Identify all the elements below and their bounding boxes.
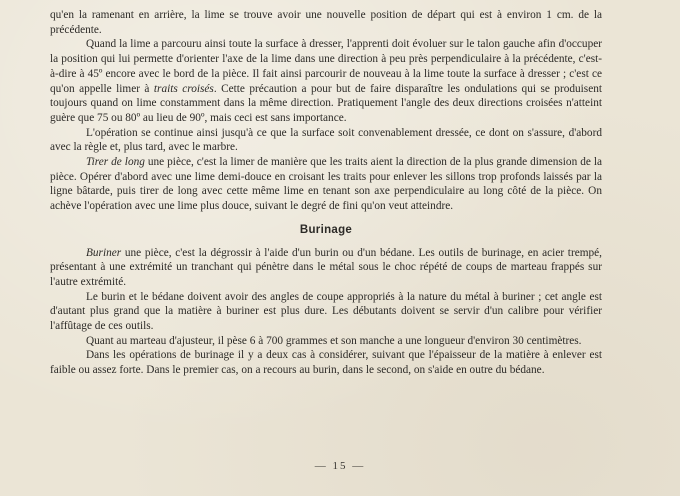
paragraph-text: Le burin et le bédane doivent avoir des angles de coupe appropriés à la nature du métal à buriner ; cet angle est d'autant plus grand que la matière à buriner est plus dure. Les débutants doivent se servir d'un calibre pour vérifier l'affûtage de ces outils. bbox=[50, 290, 602, 333]
paragraph-text: Quand la lime a parcouru ainsi toute la surface à dresser, l'apprenti doit évoluer sur le talon gauche afin d'occuper la position qui lui permette d'orienter l'axe de la lime dans une direction à peu près perpendiculaire à la précédente, c'est-à-dire à 45º encore avec le bord de la pièce. Il fait ainsi parcourir de nouveau à la lime toute la surface à dresser ; c'est ce qu'on appelle limer à bbox=[50, 38, 602, 95]
paragraph-operation bbox=[50, 126, 602, 155]
paragraph-text: L'opération se continue ainsi jusqu'à ce que la surface soit convenablement dressée, ce dont on s'assure, d'abord avec la règle et, plus tard, avec le marbre. bbox=[50, 126, 602, 154]
italic-term: Tirer de long bbox=[86, 156, 145, 169]
paragraph-text: Dans les opérations de burinage il y a deux cas à considérer, suivant que l'épaisseur de la matière à enlever est faible ou assez forte. Dans le premier cas, on a recours au burin, dans le second, on s'aide en outre du bédane. bbox=[50, 349, 602, 377]
paragraph-text: une pièce, c'est la dégrossir à l'aide d'un burin ou d'un bédane. Les outils de burinage, en acier trempé, présentant à une extrémité un tranchant qui pénètre dans le métal sous le choc répété de coups de marteau frappés sur l'autre extrémité. bbox=[50, 246, 602, 288]
paragraph-text: qu'en la ramenant en arrière, la lime se trouve avoir une nouvelle position de départ qui est à environ 1 cm. de la précédente. bbox=[50, 9, 602, 36]
paragraph-buriner bbox=[50, 246, 602, 290]
body-text bbox=[50, 8, 602, 378]
paragraph-tirer-de-long bbox=[50, 155, 602, 214]
section-heading: Burinage bbox=[299, 223, 353, 236]
paragraph-text: Quant au marteau d'ajusteur, il pèse 6 à 700 grammes et son manche a une longueur d'environ 30 centimètres. bbox=[86, 334, 582, 347]
paragraph-traits-croises bbox=[50, 37, 602, 125]
paragraph-text: . Cette précaution a pour but de faire disparaître les ondulations qui se produisent toujours quand on lime constamment dans la même direction. Pratiquement l'angle des deux directions croisées n'atteint guère que 75 ou 80º au lieu de 90º, mais ceci est sans importance. bbox=[50, 82, 602, 124]
paragraph-continuation bbox=[50, 8, 602, 37]
paragraph-text: une pièce, c'est la limer de manière que les traits aient la direction de la plus grande dimension de la pièce. Opérer d'abord avec une lime demi-douce en croisant les traits pour enlever les sillons trop profonds laissés par la ligne bâtarde, puis tirer de long avec cette même lime en tenant son axe perpendiculaire au long côté de la pièce. On achève l'opération avec une lime plus douce, suivant le degré de fini qu'on veut atteindre. bbox=[50, 156, 602, 213]
italic-term: traits croisés bbox=[153, 82, 214, 95]
paragraph-operations-burinage bbox=[50, 348, 602, 377]
italic-term: Buriner bbox=[86, 246, 122, 259]
paragraph-burin-bedane bbox=[50, 290, 602, 334]
paragraph-marteau bbox=[50, 334, 602, 349]
page-number: — 15 — bbox=[314, 460, 366, 472]
